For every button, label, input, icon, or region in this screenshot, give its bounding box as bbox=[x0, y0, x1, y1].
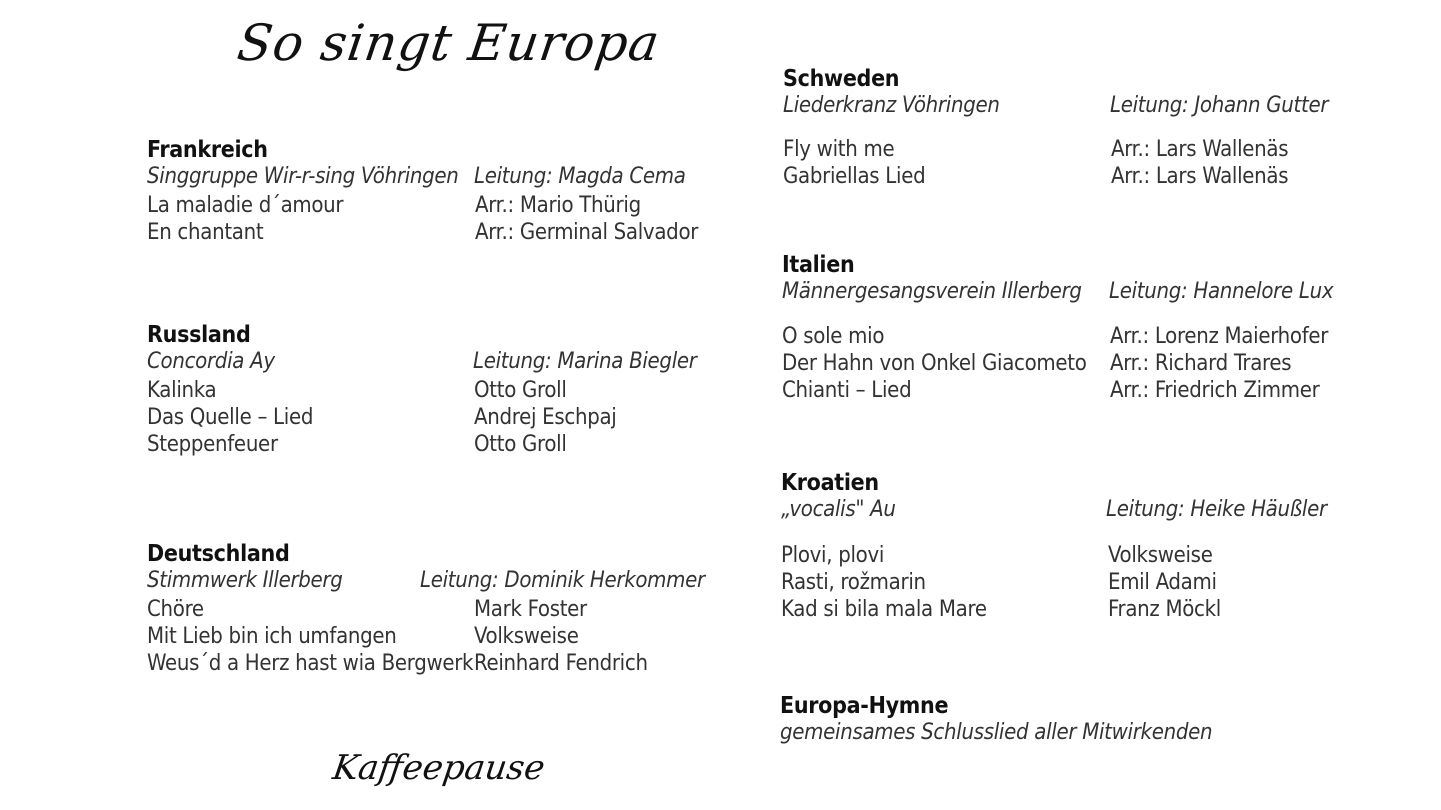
choir-name: Liederkranz Vöhringen bbox=[783, 93, 1000, 118]
arrangement-list bbox=[475, 192, 698, 246]
choir-name: Concordia Ay bbox=[147, 349, 275, 374]
section-schweden bbox=[783, 66, 1343, 266]
song-title: En chantant bbox=[147, 220, 264, 245]
hymn-subtitle: gemeinsames Schlusslied aller Mitwirkenden bbox=[780, 720, 1213, 745]
country-heading: Frankreich bbox=[147, 137, 268, 163]
country-heading: Deutschland bbox=[147, 541, 290, 567]
song-list bbox=[783, 136, 925, 190]
section-russland bbox=[147, 322, 707, 522]
song-title: Fly with me bbox=[783, 137, 895, 162]
arrangement: Arr.: Lars Wallenäs bbox=[1111, 164, 1289, 189]
arrangement-list bbox=[1108, 542, 1221, 623]
song-title: Kad si bila mala Mare bbox=[781, 597, 987, 622]
choir-leader: Leitung: Hannelore Lux bbox=[1109, 279, 1334, 304]
arrangement: Emil Adami bbox=[1108, 570, 1217, 595]
song-list bbox=[147, 377, 313, 458]
arrangement: Volksweise bbox=[1108, 543, 1213, 568]
section-europa-hymne bbox=[780, 693, 1212, 745]
choir-leader: Leitung: Magda Cema bbox=[474, 164, 686, 189]
arrangement: Arr.: Friedrich Zimmer bbox=[1110, 378, 1320, 403]
choir-leader: Leitung: Dominik Herkommer bbox=[420, 568, 705, 593]
arrangement: Arr.: Lars Wallenäs bbox=[1111, 137, 1289, 162]
section-kroatien bbox=[781, 470, 1341, 670]
choir-name: Männergesangsverein Illerberg bbox=[782, 279, 1082, 304]
choir-leader: Leitung: Johann Gutter bbox=[1110, 93, 1329, 118]
song-title: Weus´d a Herz hast wia Bergwerk bbox=[147, 651, 474, 676]
arrangement-list bbox=[474, 377, 617, 458]
song-title: Plovi, plovi bbox=[781, 543, 885, 568]
program-title: So singt Europa bbox=[233, 14, 664, 72]
country-heading: Russland bbox=[147, 322, 251, 348]
arrangement: Volksweise bbox=[474, 624, 579, 649]
arrangement-list bbox=[1110, 323, 1328, 404]
song-title: O sole mio bbox=[782, 324, 885, 349]
arrangement-list bbox=[1111, 136, 1288, 190]
country-heading: Kroatien bbox=[781, 470, 879, 496]
song-title: La maladie d´amour bbox=[147, 193, 344, 218]
song-title: Chöre bbox=[147, 597, 204, 622]
arrangement: Reinhard Fendrich bbox=[474, 651, 648, 676]
arrangement-list bbox=[474, 596, 648, 677]
song-list bbox=[781, 542, 987, 623]
choir-name: „vocalis" Au bbox=[781, 497, 896, 522]
section-italien bbox=[782, 252, 1342, 452]
song-title: Gabriellas Lied bbox=[783, 164, 926, 189]
song-title: Rasti, rožmarin bbox=[781, 570, 926, 595]
hymn-heading: Europa-Hymne bbox=[780, 693, 949, 719]
section-frankreich bbox=[147, 137, 707, 337]
coffee-break-label: Kaffeepause bbox=[330, 748, 548, 788]
song-title: Der Hahn von Onkel Giacometo bbox=[782, 351, 1087, 376]
country-heading: Italien bbox=[782, 252, 855, 278]
song-title: Mit Lieb bin ich umfangen bbox=[147, 624, 397, 649]
song-list bbox=[782, 323, 1087, 404]
arrangement: Arr.: Richard Trares bbox=[1110, 351, 1292, 376]
choir-name: Stimmwerk Illerberg bbox=[147, 568, 343, 593]
section-deutschland bbox=[147, 541, 707, 741]
song-list bbox=[147, 596, 473, 677]
choir-name: Singgruppe Wir-r-sing Vöhringen bbox=[147, 164, 459, 189]
choir-leader: Leitung: Heike Häußler bbox=[1106, 497, 1327, 522]
song-title: Steppenfeuer bbox=[147, 432, 278, 457]
arrangement: Mark Foster bbox=[474, 597, 587, 622]
arrangement: Arr.: Germinal Salvador bbox=[475, 220, 699, 245]
song-list bbox=[147, 192, 343, 246]
arrangement: Arr.: Mario Thürig bbox=[475, 193, 641, 218]
arrangement: Arr.: Lorenz Maierhofer bbox=[1110, 324, 1329, 349]
song-title: Chianti – Lied bbox=[782, 378, 912, 403]
arrangement: Andrej Eschpaj bbox=[474, 405, 617, 430]
arrangement: Otto Groll bbox=[474, 378, 567, 403]
arrangement: Otto Groll bbox=[474, 432, 567, 457]
country-heading: Schweden bbox=[783, 66, 900, 92]
song-title: Das Quelle – Lied bbox=[147, 405, 314, 430]
arrangement: Franz Möckl bbox=[1108, 597, 1221, 622]
song-title: Kalinka bbox=[147, 378, 217, 403]
choir-leader: Leitung: Marina Biegler bbox=[473, 349, 697, 374]
